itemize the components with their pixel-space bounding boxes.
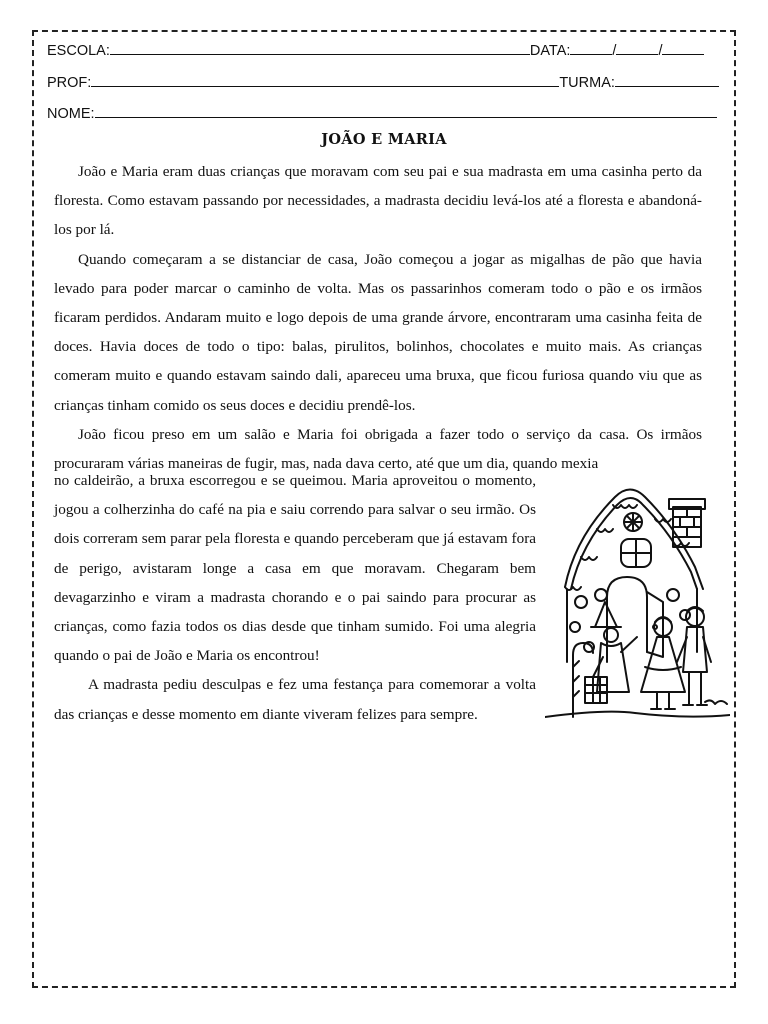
paragraph-3-end: no caldeirão, a bruxa escorregou e se queimou. Maria aproveitou o momento, jogou a colherzinha do café na pia e saiu correndo para salvar o seu irmão. Os dois correram sem parar pela floresta e quando perceberam que já estavam fora de perigo, avistaram longe a casa em que moravam. Chegaram bem devagarzinho e viram a madrasta chorando e o pai saindo para procurar as crianças, como fazia todos os dias desde que tinham sumido. Foi uma alegria quando o pai de João e Maria os encontrou!	[54, 472, 536, 665]
date-month-line[interactable]	[616, 43, 658, 55]
nome-row	[47, 106, 717, 122]
prof-input-line[interactable]	[91, 75, 559, 87]
paragraph-3-start: João ficou preso em um salão e Maria foi obrigada a fazer todo o serviço da casa. Os irmãos procuraram várias maneiras de fugir, mas, nada dava certo, até que um dia, quando mexia	[54, 425, 702, 473]
story-body-wrapped	[54, 466, 536, 729]
story-title: JOÃO E MARIA	[321, 131, 447, 148]
date-separator: /	[612, 43, 617, 59]
story-body	[54, 157, 702, 478]
nome-input-line[interactable]	[95, 106, 717, 118]
date-day-line[interactable]	[570, 43, 612, 55]
nome-label: NOME:	[47, 106, 95, 122]
data-label: DATA:	[529, 43, 571, 59]
date-year-line[interactable]	[662, 43, 704, 55]
gingerbread-house-illustration	[545, 477, 730, 727]
escola-row	[47, 43, 704, 59]
escola-label: ESCOLA:	[47, 43, 110, 59]
prof-row	[47, 75, 719, 91]
turma-input-line[interactable]	[615, 75, 719, 87]
escola-input-line[interactable]	[110, 43, 530, 55]
paragraph-4: A madrasta pediu desculpas e fez uma festança para comemorar a volta das crianças e desse momento em diante viveram felizes para sempre.	[54, 676, 536, 723]
turma-label: TURMA:	[559, 75, 615, 91]
prof-label: PROF:	[47, 75, 92, 91]
paragraph-1: João e Maria eram duas crianças que moravam com seu pai e sua madrasta em uma casinha perto da floresta. Como estavam passando por necessidades, a madrasta decidiu levá-los até a floresta e abandoná-los por lá.	[54, 163, 702, 239]
date-separator: /	[658, 43, 663, 59]
paragraph-2: Quando começaram a se distanciar de casa, João começou a jogar as migalhas de pão que havia levado para poder marcar o caminho de volta. Mas os passarinhos comeram todo o pão e os irmãos ficaram perdidos. Andaram muito e logo depois de uma grande árvore, encontraram uma casinha feita de doces. Havia doces de todo o tipo: balas, pirulitos, bolinhos, chocolates e muito mais. As crianças comeram muito e quando estavam saindo dali, apareceu uma bruxa, que ficou furiosa quando viu que as crianças tinham comido os seus doces e decidiu prendê-los.	[54, 250, 702, 414]
